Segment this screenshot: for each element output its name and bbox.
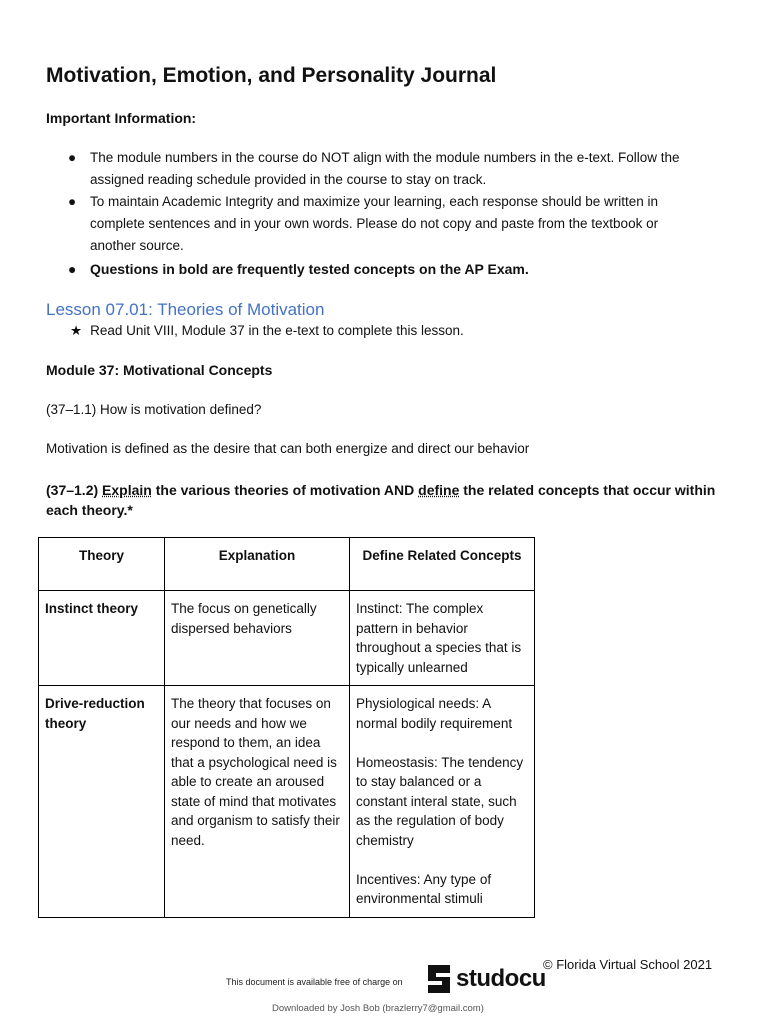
- question-prompt-bold: [46, 480, 716, 520]
- concepts-cell: [350, 686, 535, 918]
- keyword-explain: Explain: [102, 482, 152, 498]
- download-attribution: Downloaded by Josh Bob (brazlerry7@gmail.com): [272, 1003, 484, 1014]
- column-header-explanation: Explanation: [165, 538, 350, 591]
- info-bullet: [46, 147, 706, 191]
- explanation-cell: The focus on genetically dispersed behaviors: [165, 591, 350, 686]
- question-answer: Motivation is defined as the desire that can both energize and direct our behavior: [46, 441, 530, 456]
- star-icon: ★: [70, 323, 83, 338]
- lesson-title: Lesson 07.01: Theories of Motivation: [46, 300, 325, 319]
- bullet-icon: ●: [68, 150, 77, 165]
- theory-cell: Instinct theory: [39, 591, 165, 686]
- info-bullet-text: Questions in bold are frequently tested concepts on the AP Exam.: [90, 261, 529, 277]
- bullet-icon: ●: [68, 261, 77, 277]
- concepts-cell: [350, 591, 535, 686]
- info-bullet-list: [46, 147, 706, 280]
- question-prompt: (37–1.1) How is motivation defined?: [46, 402, 262, 417]
- table-header-row: [39, 538, 535, 591]
- question-text: the various theories of motivation AND: [151, 482, 419, 498]
- availability-note: This document is available free of charge on: [226, 977, 403, 987]
- page-title: Motivation, Emotion, and Personality Journal: [46, 64, 497, 87]
- info-bullet: [46, 191, 706, 257]
- keyword-define: define: [418, 482, 460, 498]
- bullet-icon: ●: [68, 194, 77, 209]
- lesson-note: [70, 323, 464, 339]
- studocu-logo-icon: [424, 963, 454, 995]
- column-header-theory: Theory: [39, 538, 165, 591]
- concept-definition: Incentives: Any type of environmental stimuli: [356, 871, 492, 906]
- explanation-cell: The theory that focuses on our needs and how we respond to them, an idea that a psychological need is able to create an aroused state of mind that motivates and organism to satisfy their need.: [165, 686, 350, 918]
- info-bullet-text: To maintain Academic Integrity and maximize your learning, each response should be written in complete sentences and in your own words. Please do not copy and paste from the textbook or another source.: [90, 194, 659, 253]
- concept-definition: Homeostasis: The tendency to stay balanced or a constant interal state, such as the regulation of body chemistry: [356, 754, 524, 848]
- question-number: (37–1.2): [46, 482, 103, 498]
- table-row: [39, 591, 535, 686]
- concept-definition: Instinct: The complex pattern in behavior throughout a species that is typically unlearned: [356, 601, 522, 675]
- copyright-notice: © Florida Virtual School 2021: [543, 957, 713, 972]
- theory-cell: Drive-reduction theory: [39, 686, 165, 918]
- info-bullet-text: The module numbers in the course do NOT align with the module numbers in the e-text. Follow the assigned reading schedule provided in the course to stay on track.: [90, 150, 680, 187]
- column-header-concepts: Define Related Concepts: [350, 538, 535, 591]
- theories-table: [38, 537, 535, 918]
- module-heading: Module 37: Motivational Concepts: [46, 362, 273, 378]
- info-bullet: [46, 258, 706, 280]
- lesson-note-text: Read Unit VIII, Module 37 in the e-text to complete this lesson.: [90, 323, 464, 338]
- studocu-logo[interactable]: [424, 963, 546, 995]
- important-info-heading: Important Information:: [46, 110, 197, 126]
- concept-definition: Physiological needs: A normal bodily requirement: [356, 696, 513, 731]
- studocu-wordmark: studocu: [456, 965, 546, 992]
- question-text: the related concepts that occur within each theory.*: [46, 482, 716, 518]
- table-row: [39, 686, 535, 918]
